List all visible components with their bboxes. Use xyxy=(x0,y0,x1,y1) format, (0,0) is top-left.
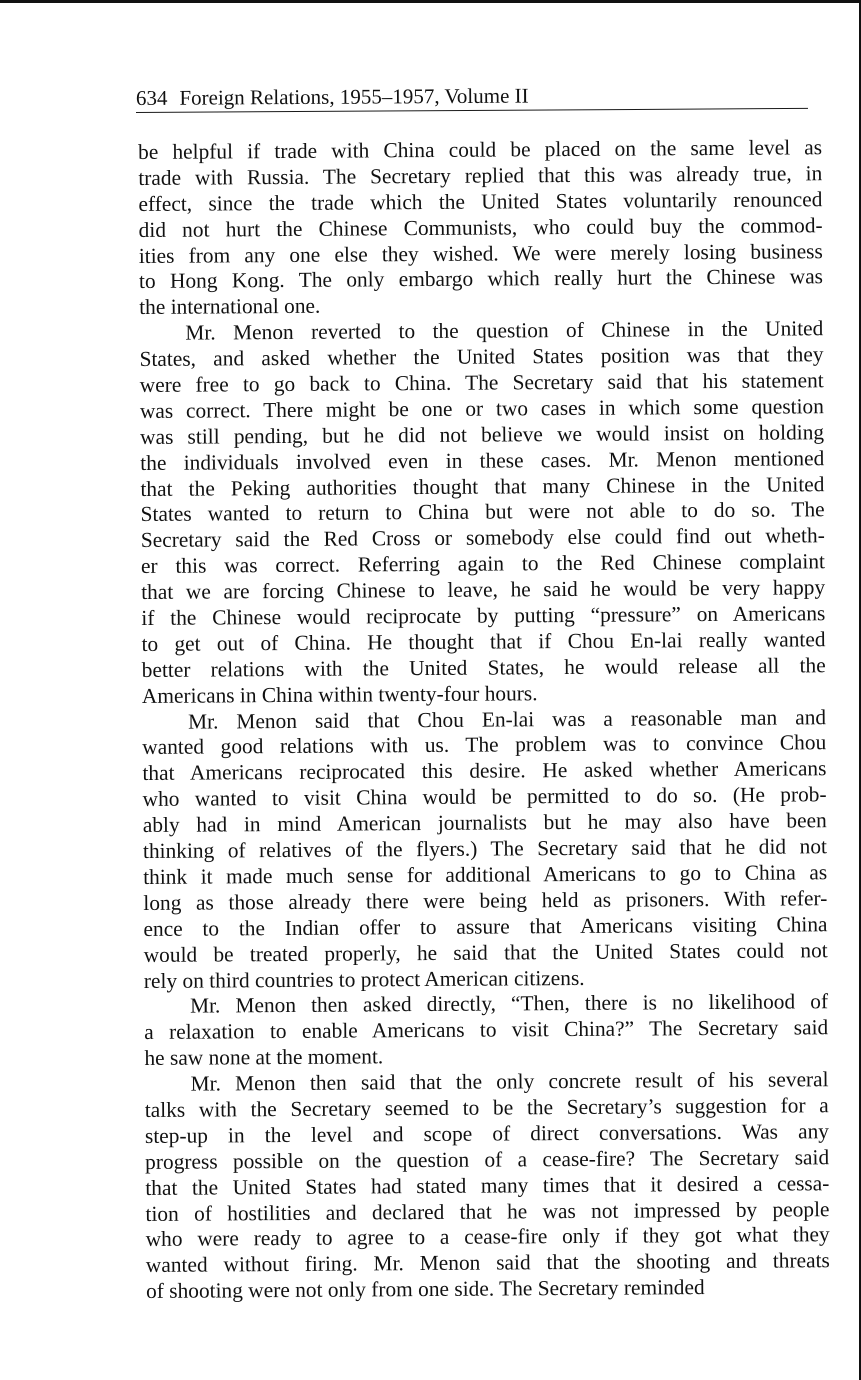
text-line: the individuals involved even in these cases. Mr. Menon mentioned xyxy=(140,445,825,475)
text-line: who wanted to visit China would be permitted to do so. (He prob- xyxy=(142,782,827,812)
text-line: Mr. Menon said that Chou En-lai was a reasonable man and xyxy=(187,704,827,734)
text-line: progress possible on the question of a cease-fire? The Secretary said xyxy=(145,1144,830,1174)
text-line: tion of hostilities and declared that he was not impressed by people xyxy=(145,1196,830,1226)
text-line: that the Peking authorities thought that many Chinese in the United xyxy=(140,471,825,501)
text-line: Mr. Menon then asked directly, “Then, there is no likelihood of xyxy=(189,989,829,1019)
text-line: a relaxation to enable Americans to visit China?” The Secretary said xyxy=(144,1015,829,1045)
text-line: were free to go back to China. The Secretary said that his statement xyxy=(139,368,824,398)
text-line: Mr. Menon then said that the only concrete result of his several xyxy=(190,1067,829,1096)
text-line: think it made much sense for additional Americans to go to China as xyxy=(143,860,828,889)
text-line: Secretary said the Red Cross or somebody else could find out wheth- xyxy=(140,523,825,553)
text-line: to get out of China. He thought that if Chou En-lai really wanted xyxy=(141,627,826,656)
paragraph xyxy=(139,316,826,709)
text-line: er this was correct. Referring again to the Red Chinese complaint xyxy=(140,549,826,579)
text-line: ably had in mind American journalists but he may also have been xyxy=(142,808,827,838)
text-line: Americans in China within twenty-four hours. xyxy=(141,680,538,708)
text-line: States wanted to return to China but were not able to do so. The xyxy=(140,497,825,527)
text-line: did not hurt the Chinese Communists, who could buy the commod- xyxy=(138,212,823,242)
text-line: who were ready to agree to a cease-fire only if they got what they xyxy=(145,1222,830,1252)
text-line: effect, since the trade which the United States voluntarily renounced xyxy=(138,187,823,216)
scan-edge-top xyxy=(0,0,861,3)
text-line: thinking of relatives of the flyers.) The Secretary said that he did not xyxy=(142,834,828,864)
text-line: was correct. There might be one or two cases in which some question xyxy=(139,394,824,423)
body-text xyxy=(138,135,830,1305)
text-line: rely on third countries to protect American citizens. xyxy=(143,965,585,993)
text-line: talks with the Secretary seemed to be the Secretary’s suggestion for a xyxy=(144,1093,829,1122)
text-line: was still pending, but he did not believe we would insist on holding xyxy=(139,420,825,449)
text-line: would be treated properly, he said that the United States could not xyxy=(143,937,828,967)
text-line: ities from any one else they wished. We were merely losing business xyxy=(138,238,823,268)
text-line: the international one. xyxy=(139,294,321,320)
text-line: if the Chinese would reciprocate by putting “pressure” on Americans xyxy=(141,601,826,631)
paragraph xyxy=(138,135,823,321)
paragraph xyxy=(142,705,828,995)
text-line: long as those already there were being held as prisoners. With refer- xyxy=(143,886,828,915)
text-line: he saw none at the moment. xyxy=(144,1044,384,1071)
text-line: to Hong Kong. The only embargo which really hurt the Chinese was xyxy=(138,264,824,294)
text-line: of shooting were not only from one side. The Secretary reminded xyxy=(145,1275,705,1304)
running-title: Foreign Relations, 1955–1957, Volume II xyxy=(179,83,529,110)
text-line: step-up in the level and scope of direct conversations. Was any xyxy=(144,1119,830,1148)
page-number: 634 xyxy=(135,85,168,111)
running-header xyxy=(136,82,808,113)
text-line: that the United States had stated many times that it desired a cessa- xyxy=(145,1170,830,1200)
text-line: Mr. Menon reverted to the question of Chinese in the United xyxy=(185,316,824,345)
text-line: States, and asked whether the United States position was that they xyxy=(139,342,824,372)
paragraph xyxy=(144,990,829,1072)
text-line: that Americans reciprocated this desire. He asked whether Americans xyxy=(142,756,827,786)
text-line: wanted good relations with us. The problem was to convince Chou xyxy=(142,730,827,760)
text-line: better relations with the United States, he would release all the xyxy=(141,653,826,682)
paragraph xyxy=(145,1067,831,1305)
text-line: be helpful if trade with China could be placed on the same level as xyxy=(138,135,823,164)
text-line: ence to the Indian offer to assure that Americans visiting China xyxy=(143,911,828,941)
text-line: wanted without firing. Mr. Menon said that the shooting and threats xyxy=(145,1248,830,1278)
text-line: trade with Russia. The Secretary replied that this was already true, in xyxy=(138,161,823,190)
text-line: that we are forcing Chinese to leave, he said he would be very happy xyxy=(141,575,826,605)
